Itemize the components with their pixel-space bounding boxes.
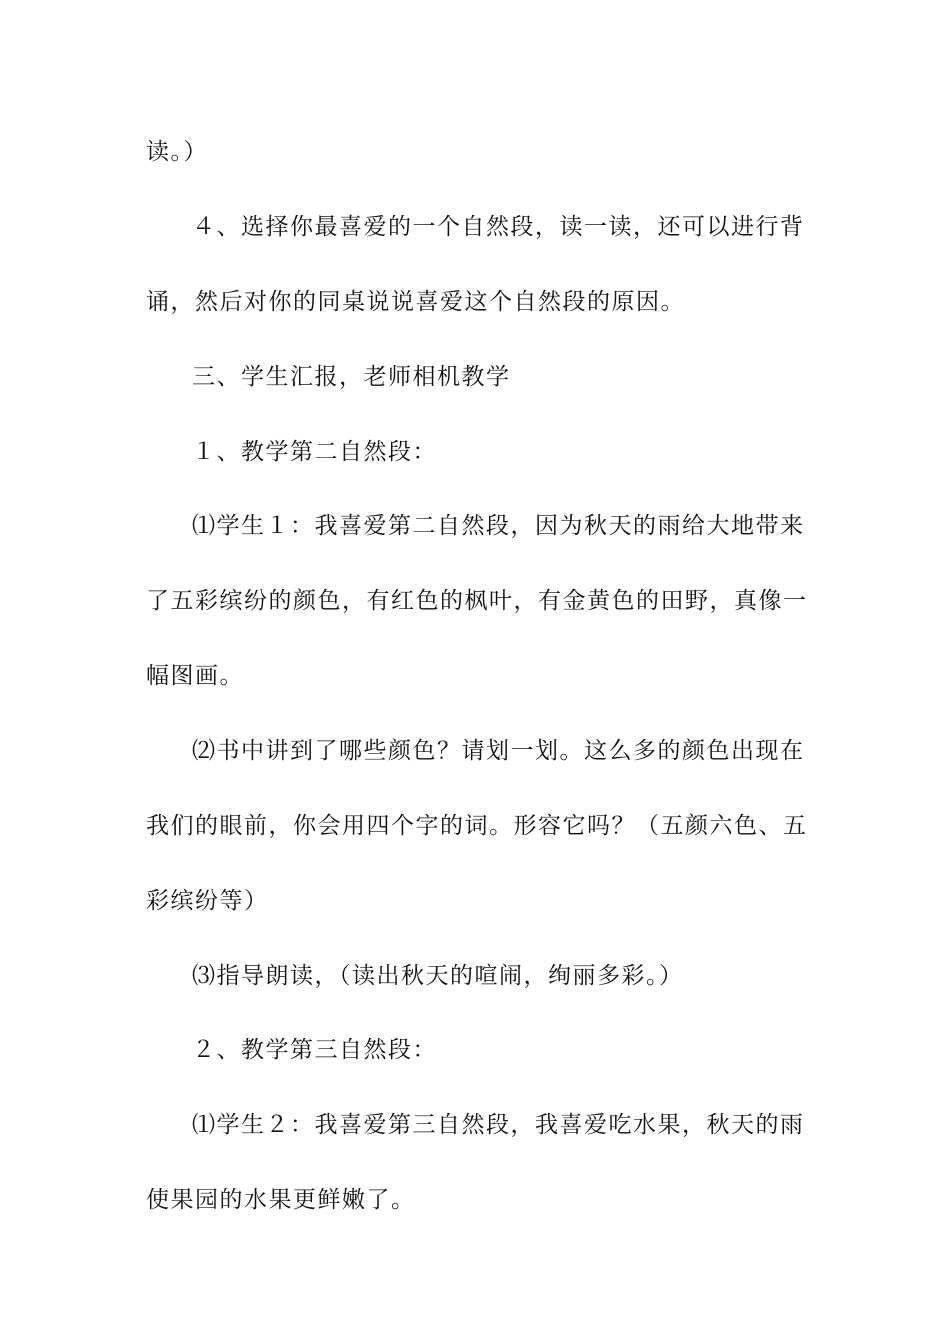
subsection-heading: ２、教学第三自然段： — [192, 1037, 437, 1063]
text-line: 读。） — [146, 139, 208, 165]
text-line: 了五彩缤纷的颜色，有红色的枫叶，有金黄色的田野，真像一 — [146, 588, 808, 614]
subsection-heading: １、教学第二自然段： — [192, 439, 437, 465]
text-line: ⑴学生２：我喜爱第三自然段，我喜爱吃水果，秋天的雨 — [192, 1112, 805, 1138]
text-line: 诵，然后对你的同桌说说喜爱这个自然段的原因。 — [146, 289, 685, 315]
text-line: ⑶指导朗读，（读出秋天的喧闹，绚丽多彩。） — [192, 963, 684, 989]
text-line: 彩缤纷等） — [146, 888, 269, 914]
text-line: ４、选择你最喜爱的一个自然段，读一读，还可以进行背 — [192, 214, 805, 240]
text-line: 使果园的水果更鲜嫩了。 — [146, 1187, 416, 1213]
text-line: 我们的眼前，你会用四个字的词。形容它吗？（五颜六色、五 — [146, 813, 808, 839]
text-line: 幅图画。 — [146, 663, 244, 689]
text-line: ⑴学生１：我喜爱第二自然段，因为秋天的雨给大地带来 — [192, 513, 805, 539]
text-line: ⑵书中讲到了哪些颜色？请划一划。这么多的颜色出现在 — [192, 738, 805, 764]
section-heading: 三、学生汇报，老师相机教学 — [192, 364, 511, 390]
